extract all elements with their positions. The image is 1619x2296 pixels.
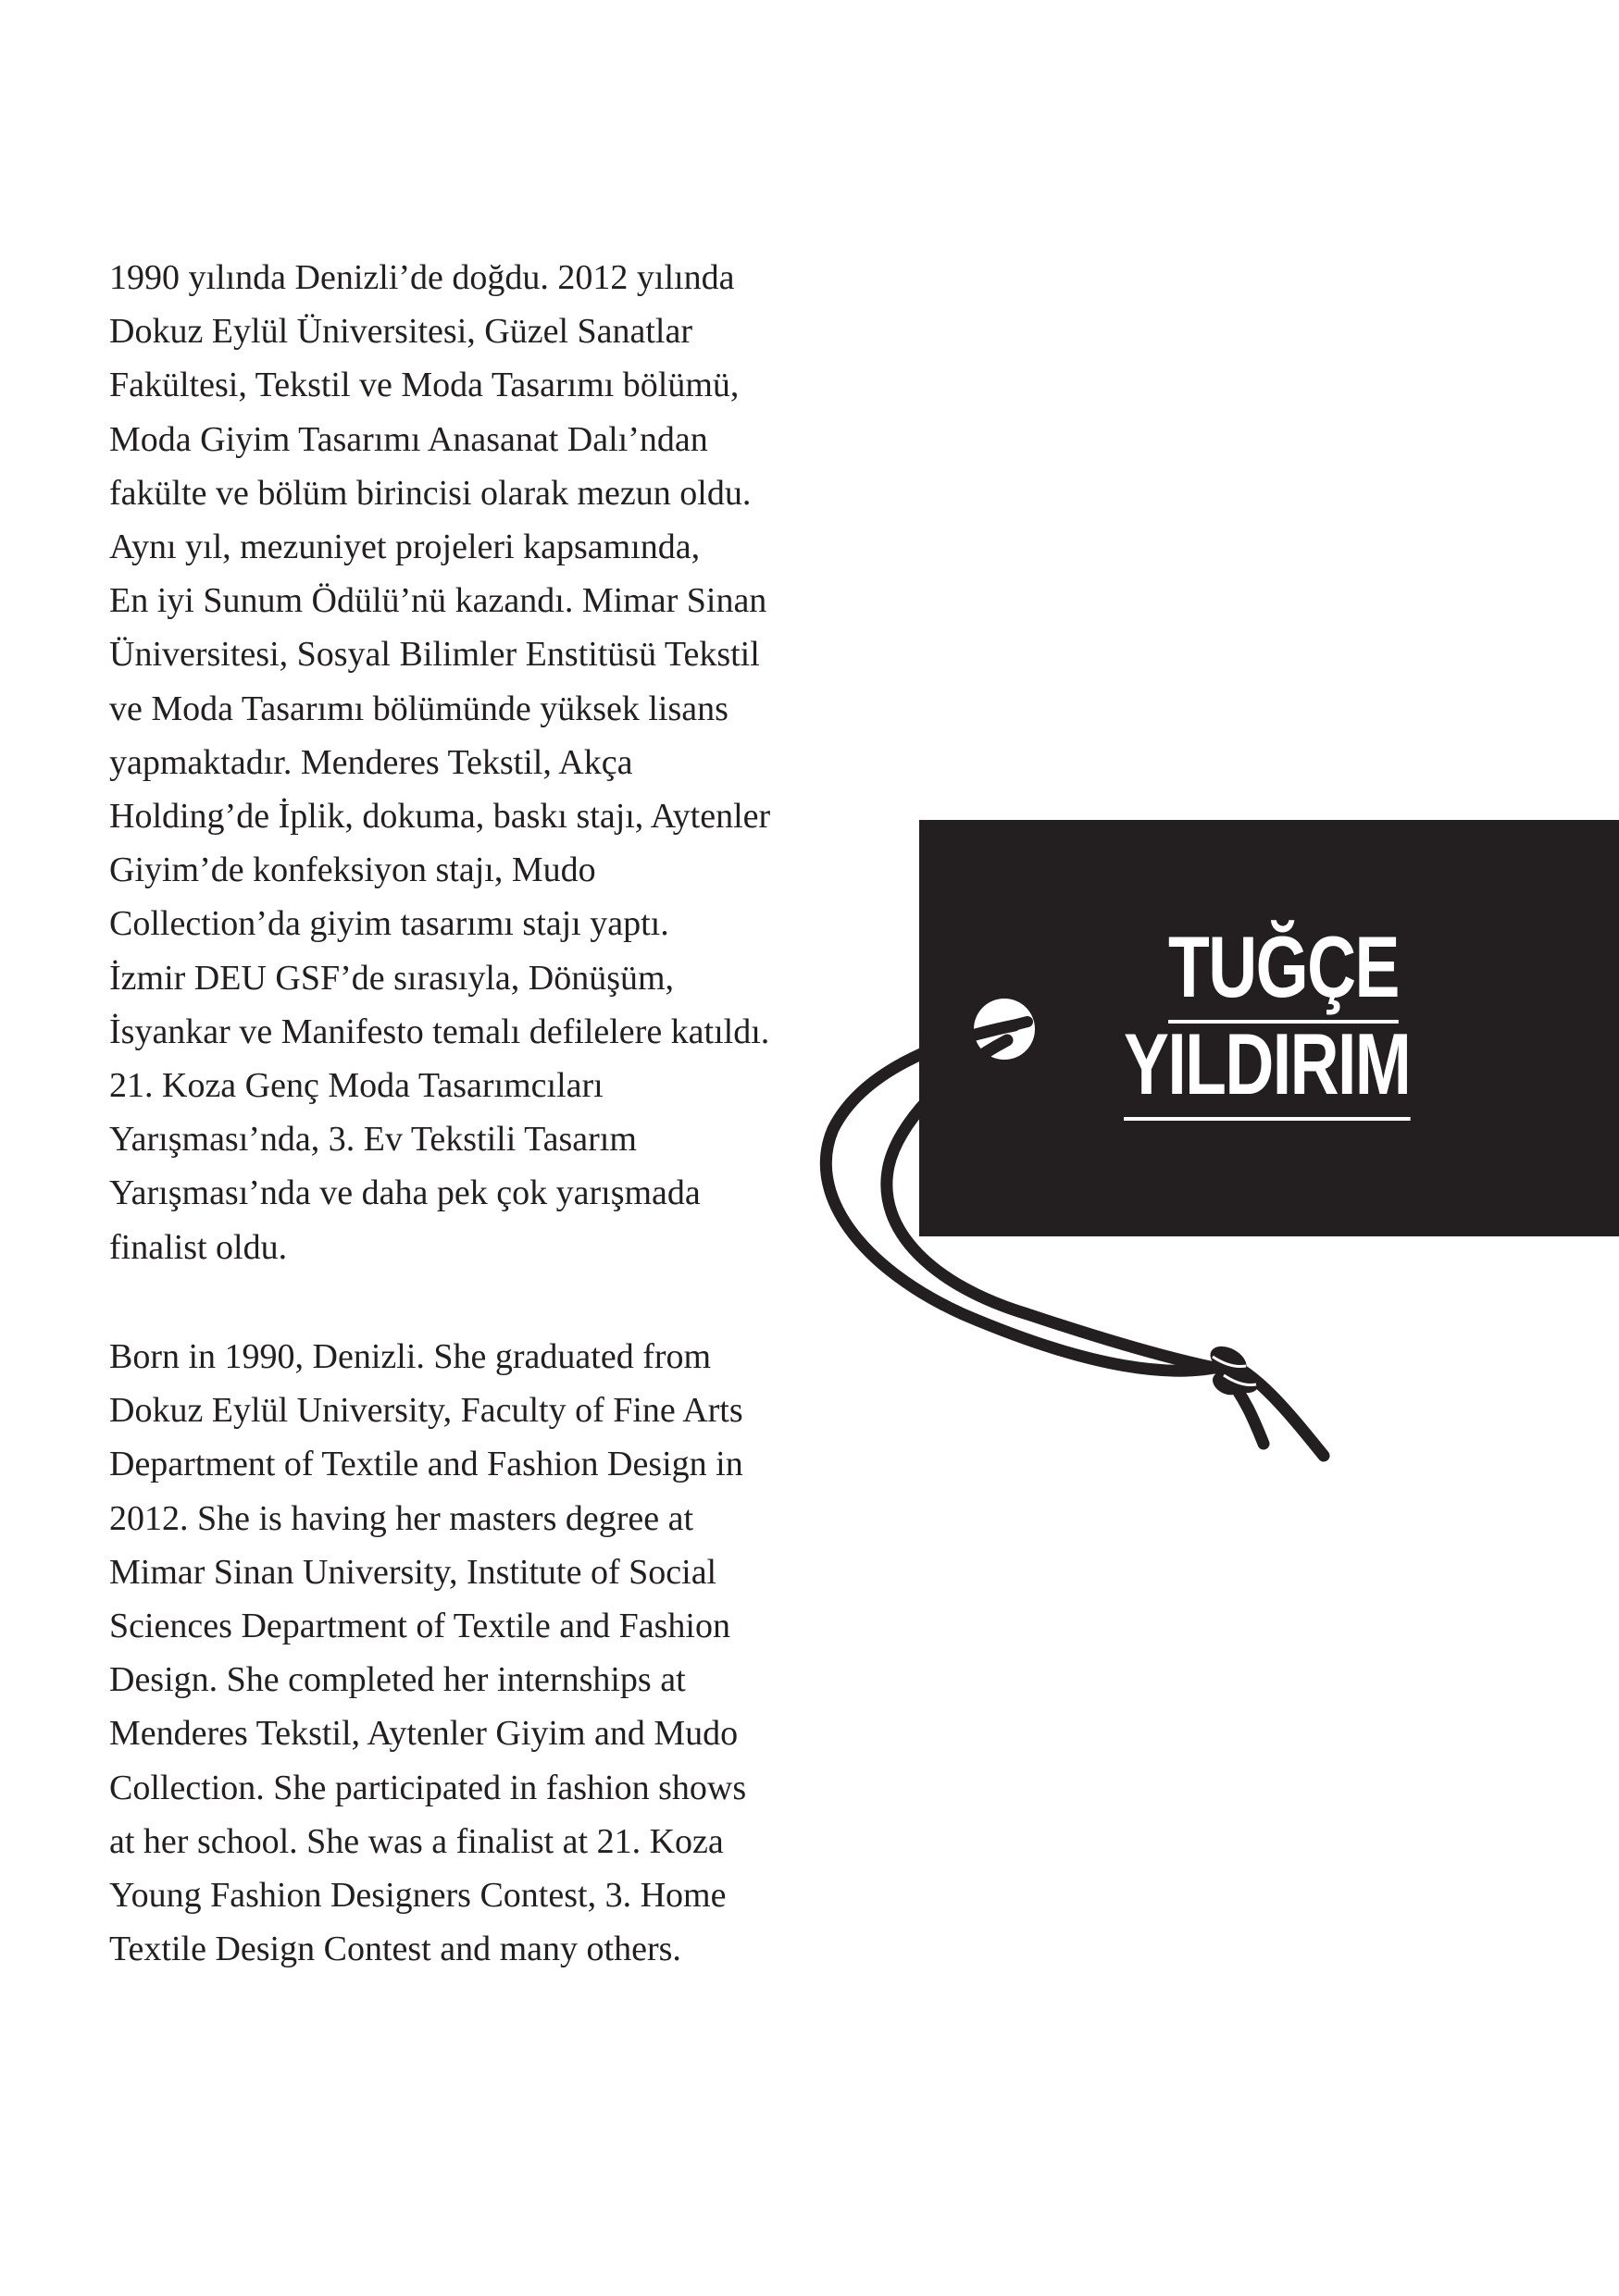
last-name-heading: YILDIRIM	[1124, 1021, 1410, 1121]
first-name-heading: TUĞÇE	[1168, 924, 1399, 1024]
bio-line: Sciences Department of Textile and Fashion	[109, 1607, 730, 1646]
bio-line: 1990 yılında Denizli’de doğdu. 2012 yılında	[109, 258, 735, 297]
bio-line: Holding’de İplik, dokuma, baskı stajı, Aytenler	[109, 797, 771, 837]
bio-line: Mimar Sinan University, Institute of Social	[109, 1552, 717, 1592]
bio-line: Dokuz Eylül Üniversitesi, Güzel Sanatlar	[109, 312, 693, 352]
bio-line: fakülte ve bölüm birincisi olarak mezun oldu.	[109, 473, 752, 513]
bio-line: at her school. She was a finalist at 21. Koza	[109, 1821, 724, 1861]
bio-line: 2012. She is having her masters degree at	[109, 1498, 694, 1538]
bio-line: Yarışması’nda ve daha pek çok yarışmada	[109, 1173, 701, 1213]
bio-line: İzmir DEU GSF’de sırasıyla, Dönüşüm,	[109, 958, 675, 998]
bio-line: yapmaktadır. Menderes Tekstil, Akça	[109, 742, 633, 782]
bio-line: ve Moda Tasarımı bölümünde yüksek lisans	[109, 689, 729, 728]
bio-line: finalist oldu.	[109, 1227, 288, 1267]
bio-line: Textile Design Contest and many others.	[109, 1930, 681, 1969]
bio-line: Moda Giyim Tasarımı Anasanat Dalı’ndan	[109, 419, 708, 459]
bio-line: Dokuz Eylül University, Faculty of Fine Arts	[109, 1391, 743, 1431]
bio-line: Design. She completed her internships at	[109, 1660, 686, 1700]
bio-line: Collection’da giyim tasarımı stajı yaptı.	[109, 904, 669, 944]
bio-line: Young Fashion Designers Contest, 3. Home	[109, 1876, 727, 1916]
bio-line: Fakültesi, Tekstil ve Moda Tasarımı bölümü,	[109, 366, 740, 405]
bio-line: İsyankar ve Manifesto temalı defilelere katıldı.	[109, 1011, 770, 1051]
bio-line: Born in 1990, Denizli. She graduated from	[109, 1337, 712, 1376]
bio-line: 21. Koza Genç Moda Tasarımcıları	[109, 1066, 604, 1106]
bio-line: En iyi Sunum Ödülü’nü kazandı. Mimar Sinan	[109, 581, 767, 621]
biography-turkish	[109, 251, 868, 1274]
bio-line: Menderes Tekstil, Aytenler Giyim and Mudo	[109, 1714, 739, 1754]
bio-line: Department of Textile and Fashion Design in	[109, 1445, 743, 1484]
bio-line: Üniversitesi, Sosyal Bilimler Enstitüsü Tekstil	[109, 635, 760, 675]
bio-line: Yarışması’nda, 3. Ev Tekstili Tasarım	[109, 1120, 637, 1160]
biography-english	[109, 1330, 868, 1976]
bio-line: Giyim’de konfeksiyon stajı, Mudo	[109, 850, 596, 890]
bio-line: Aynı yıl, mezuniyet projeleri kapsamında,	[109, 527, 701, 567]
bio-line: Collection. She participated in fashion shows	[109, 1768, 747, 1807]
tag-hole	[974, 999, 1035, 1060]
